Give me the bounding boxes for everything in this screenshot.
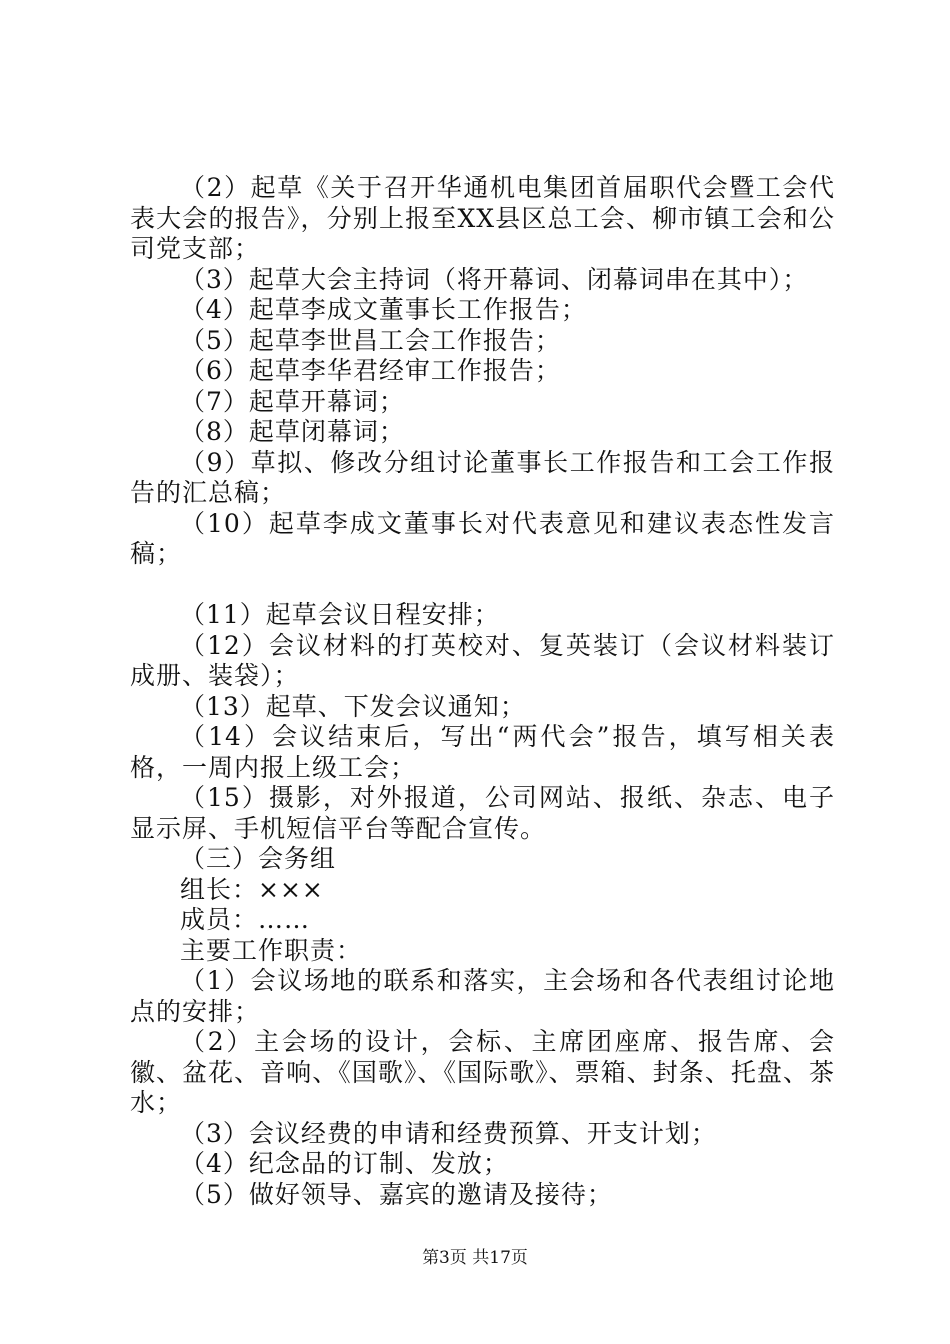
document-body	[130, 173, 835, 1210]
paragraph: （8）起草闭幕词；	[180, 417, 405, 446]
section-heading: （三）会务组	[180, 844, 337, 873]
paragraph: （14）会议结束后，写出“两代会”报告，填写相关表格，一周内报上级工会；	[130, 722, 835, 782]
paragraph: （10）起草李成文董事长对代表意见和建议表态性发言稿；	[130, 508, 835, 568]
paragraph: （4）纪念品的订制、发放；	[180, 1149, 509, 1178]
paragraph: （1）会议场地的联系和落实，主会场和各代表组讨论地点的安排；	[130, 966, 835, 1026]
paragraph: （11）起草会议日程安排；	[180, 600, 500, 629]
group-leader: 组长：×××	[180, 874, 324, 904]
paragraph: （9）草拟、修改分组讨论董事长工作报告和工会工作报告的汇总稿；	[130, 447, 835, 507]
blank-line	[130, 570, 835, 601]
paragraph: （2）主会场的设计，会标、主席团座席、报告席、会徽、盆花、音响、《国歌》、《国际歌》、票箱、封条、托盘、茶水；	[130, 1027, 835, 1117]
paragraph: （4）起草李成文董事长工作报告；	[180, 295, 587, 324]
paragraph: （5）做好领导、嘉宾的邀请及接待；	[180, 1179, 613, 1209]
paragraph: （15）摄影，对外报道，公司网站、报纸、杂志、电子显示屏、手机短信平台等配合宣传。	[130, 783, 835, 843]
paragraph: （5）起草李世昌工会工作报告；	[180, 325, 561, 355]
paragraph: （12）会议材料的打英校对、复英装订（会议材料装订成册、装袋）；	[130, 630, 835, 690]
duties-heading: 主要工作职责：	[180, 935, 363, 965]
paragraph: （13）起草、下发会议通知；	[180, 691, 526, 721]
paragraph: （6）起草李华君经审工作报告；	[180, 356, 561, 385]
paragraph: （3）起草大会主持词（将开幕词、闭幕词串在其中）；	[180, 264, 809, 294]
group-members: 成员：……	[180, 905, 311, 934]
paragraph: （3）会议经费的申请和经费预算、开支计划；	[180, 1118, 717, 1148]
page-footer: 第3页 共17页	[422, 1248, 528, 1268]
paragraph: （7）起草开幕词；	[180, 386, 405, 416]
paragraph: （2）起草《关于召开华通机电集团首届职代会暨工会代表大会的报告》，分别上报至XX县区总工会、柳市镇工会和公司党支部；	[130, 173, 835, 263]
